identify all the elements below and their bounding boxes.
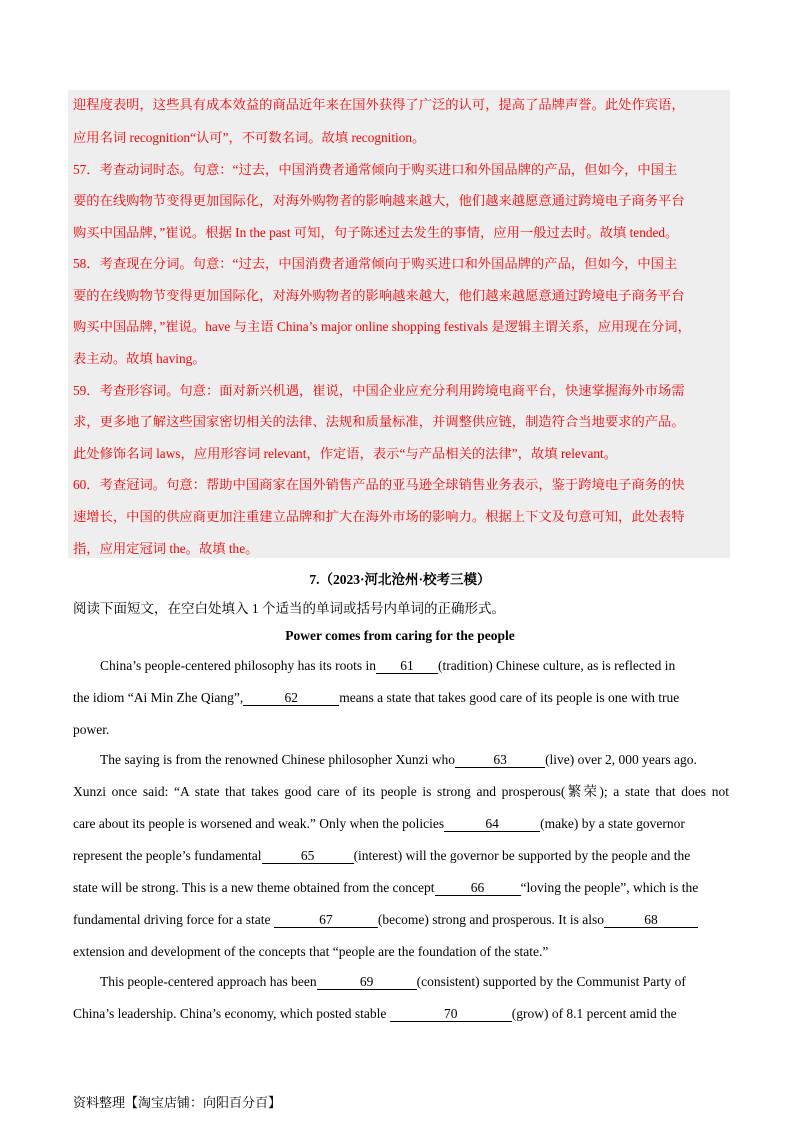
explanation-line: 应用名词 recognition“认可”，不可数名词。故填 recognition。 [73, 130, 426, 145]
passage-line: care about its people is worsened and weak.” Only when the policies 64 (make) by a state governor [73, 816, 685, 831]
blank-66[interactable]: 66 [435, 881, 521, 896]
explanation-line: 57．考查动词时态。句意：“过去，中国消费者通常倾向于购买进口和外国品牌的产品，但如今，中国主 [73, 162, 678, 177]
blank-62[interactable]: 62 [243, 691, 339, 706]
passage-line: extension and development of the concepts that “people are the foundation of the state.” [73, 944, 549, 959]
blank-68[interactable]: 68 [604, 913, 698, 928]
explanation-line: 59．考查形容词。句意：面对新兴机遇，崔说，中国企业应充分利用跨境电商平台，快速掌握海外市场需 [73, 383, 685, 398]
blank-65[interactable]: 65 [262, 849, 354, 864]
blank-64[interactable]: 64 [444, 817, 540, 832]
question-heading: 7.（2023·河北沧州·校考三模） [309, 572, 491, 587]
explanation-line: 要的在线购物节变得更加国际化，对海外购物者的影响越来越大，他们越来越愿意通过跨境电子商务平台 [73, 193, 685, 208]
explanation-line: 指，应用定冠词 the。故填 the。 [73, 541, 259, 556]
footer-source: 资料整理【淘宝店铺：向阳百分百】 [73, 1095, 282, 1110]
passage-line: Xunzi once said: “A state that takes good care of its people is strong and prosperous(繁荣); a state that does not [73, 784, 729, 799]
blank-69[interactable]: 69 [317, 975, 417, 990]
passage-line: fundamental driving force for a state 67 (become) strong and prosperous. It is also 68 [73, 911, 729, 929]
passage-line: represent the people’s fundamental 65 (interest) will the governor be supported by the people and the [73, 848, 691, 863]
passage-line: power. [73, 722, 110, 737]
explanation-line: 求，更多地了解这些国家密切相关的法律、法规和质量标准，并调整供应链，制造符合当地要求的产品。 [73, 414, 685, 429]
explanation-line: 购买中国品牌，”崔说。根据 In the past 可知，句子陈述过去发生的事情，应用一般过去时。故填 tended。 [73, 225, 679, 240]
blank-70[interactable]: 70 [390, 1007, 512, 1022]
explanation-line: 迎程度表明，这些具有成本效益的商品近年来在国外获得了广泛的认可，提高了品牌声誉。此处作宾语， [73, 97, 685, 112]
question-instruction: 阅读下面短文，在空白处填入 1 个适当的单词或括号内单词的正确形式。 [73, 601, 505, 616]
passage-line: The saying is from the renowned Chinese philosopher Xunzi who 63 (live) over 2, 000 years ago. [100, 752, 697, 767]
passage-line: This people-centered approach has been 69 (consistent) supported by the Communist Party of [100, 974, 686, 989]
explanation-line: 购买中国品牌，”崔说。have 与主语 China’s major online shopping festivals 是逻辑主谓关系，应用现在分词， [73, 319, 691, 334]
explanation-line: 表主动。故填 having。 [73, 351, 206, 366]
passage-line: state will be strong. This is a new theme obtained from the concept 66 “loving the people”, which is the [73, 880, 699, 895]
explanation-line: 58．考查现在分词。句意：“过去，中国消费者通常倾向于购买进口和外国品牌的产品，但如今，中国主 [73, 256, 678, 271]
blank-67[interactable]: 67 [274, 913, 378, 928]
explanation-line: 要的在线购物节变得更加国际化，对海外购物者的影响越来越大，他们越来越愿意通过跨境电子商务平台 [73, 288, 685, 303]
blank-63[interactable]: 63 [455, 753, 545, 768]
passage-line: China’s leadership. China’s economy, which posted stable 70 (grow) of 8.1 percent amid the [73, 1006, 677, 1021]
passage-title: Power comes from caring for the people [285, 628, 515, 643]
blank-61[interactable]: 61 [376, 659, 438, 674]
passage-line: China’s people-centered philosophy has its roots in 61 (tradition) Chinese culture, as is reflected in [100, 658, 676, 673]
explanation-line: 速增长，中国的供应商更加注重建立品牌和扩大在海外市场的影响力。根据上下文及句意可知，此处表特 [73, 509, 685, 524]
passage-line: the idiom “Ai Min Zhe Qiang”, 62 means a state that takes good care of its people is one with true [73, 690, 680, 705]
explanation-line: 60．考查冠词。句意：帮助中国商家在国外销售产品的亚马逊全球销售业务表示，鉴于跨境电子商务的快 [73, 477, 685, 492]
explanation-line: 此处修饰名词 laws，应用形容词 relevant，作定语，表示“与产品相关的法律”，故填 relevant。 [73, 446, 617, 461]
